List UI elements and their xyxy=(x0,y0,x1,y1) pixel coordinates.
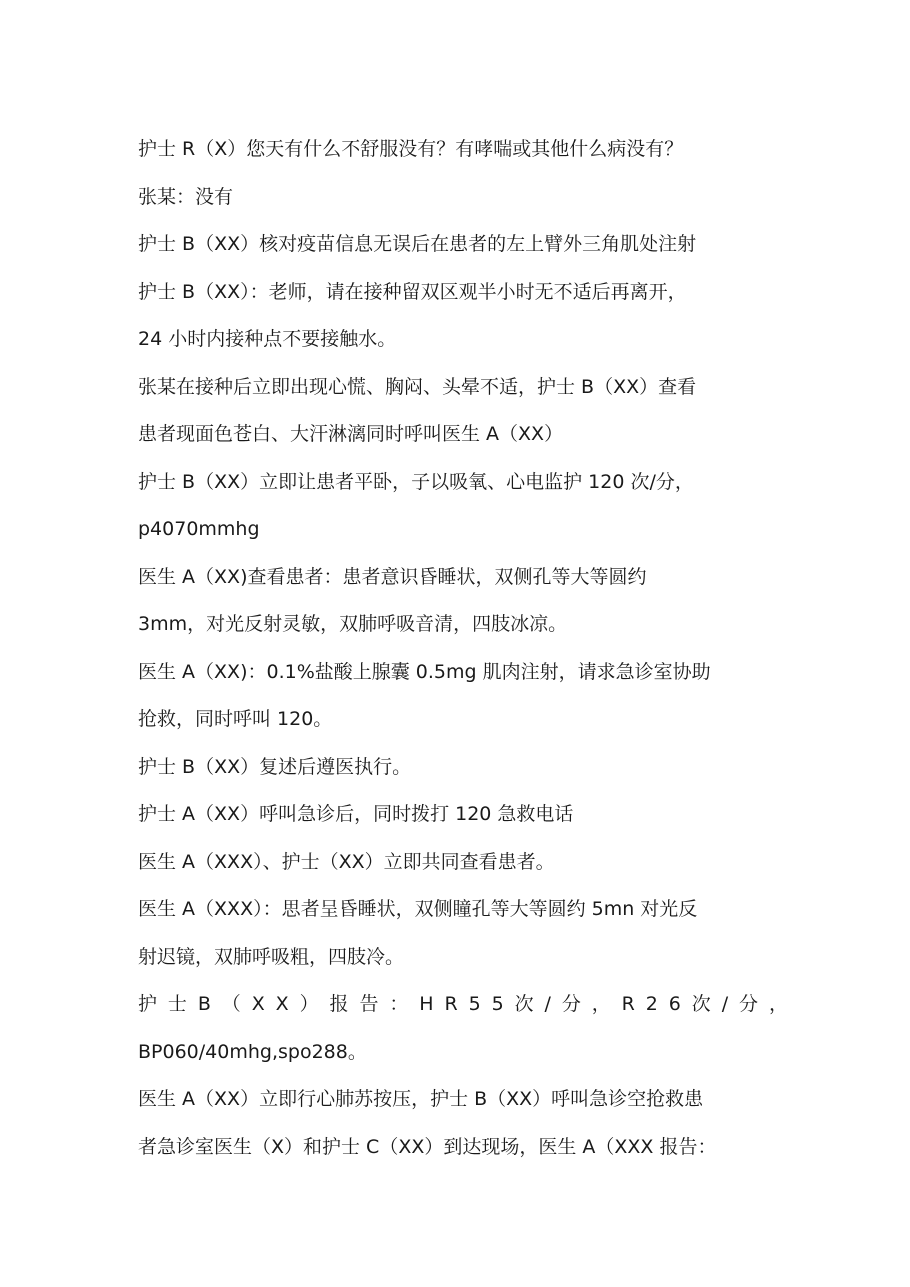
justified-char: X xyxy=(275,993,289,1015)
text-line: 张某：没有 xyxy=(138,185,234,208)
text-line: p4070mmhg xyxy=(138,518,260,540)
justified-char: ， xyxy=(591,993,611,1015)
justified-char: X xyxy=(251,993,265,1015)
text-line: 张某在接种后立即出现心慌、胸闷、头晕不适，护士 B（XX）查看 xyxy=(138,375,697,398)
justified-char: R xyxy=(621,993,635,1015)
text-line: 医生 A（XX)：0.1%盐酸上腺囊 0.5mg 肌肉注射，请求急诊室协助 xyxy=(138,660,711,683)
justified-char: 2 xyxy=(645,993,658,1015)
justified-char: B xyxy=(197,993,211,1015)
justified-char: 报 xyxy=(329,993,349,1015)
justified-char: / xyxy=(544,993,551,1015)
justified-char: （ xyxy=(221,993,241,1015)
text-line: 护士 B（XX）立即让患者平卧，子以吸氧、心电监护 120 次/分， xyxy=(138,470,694,493)
justified-char: 次 xyxy=(691,993,711,1015)
text-line: 护士 R（X）您天有什么不舒服没有？有哮喘或其他什么病没有？ xyxy=(138,138,684,160)
text-line: 护士 B（XX）：老师，请在接种留双区观半小时无不适后再离开， xyxy=(138,280,687,303)
justified-char: 6 xyxy=(668,993,681,1015)
justified-char: 分 xyxy=(561,993,581,1015)
justified-char: 护 xyxy=(138,993,158,1015)
text-line: 射迟镜，双肺呼吸粗，四肢冷。 xyxy=(138,945,405,968)
document-body xyxy=(138,126,788,1171)
justified-char: ： xyxy=(389,993,409,1015)
text-line: 医生 A（XXX）、护士（XX）立即共同查看患者。 xyxy=(138,850,555,873)
justified-char: R xyxy=(444,993,458,1015)
text-line: 护士 B（XX）复述后遵医执行。 xyxy=(138,755,412,778)
text-line: 者急诊室医生（X）和护士 C（XX）到达现场，医生 A（XXX 报告： xyxy=(138,1135,717,1158)
justified-char: 士 xyxy=(167,993,187,1015)
text-line: 医生 A（XX)查看患者：患者意识昏睡状，双侧孔等大等圆约 xyxy=(138,565,647,588)
justified-char: 告 xyxy=(359,993,379,1015)
text-line: BP060/40mhg,spo288。 xyxy=(138,1040,367,1063)
text-line: 医生 A（XX）立即行心肺苏按压，护士 B（XX）呼叫急诊空抢救患 xyxy=(138,1088,704,1110)
text-line-justified xyxy=(138,981,788,1029)
justified-char: ， xyxy=(768,993,788,1015)
justified-char: 5 xyxy=(468,993,481,1015)
text-line: 抢救，同时呼叫 120。 xyxy=(138,708,333,730)
justified-char: ） xyxy=(299,993,319,1015)
text-line: 医生 A（XXX）：思者呈昏睡状，双侧瞳孔等大等圆约 5mn 对光反 xyxy=(138,898,698,920)
justified-char: 5 xyxy=(491,993,504,1015)
text-line: 3mm，对光反射灵敏，双肺呼吸音清，四肢冰凉。 xyxy=(138,613,568,635)
justified-char: / xyxy=(721,993,729,1015)
justified-char: H xyxy=(419,993,434,1015)
text-line: 护士 A（XX）呼叫急诊后，同时拨打 120 急救电话 xyxy=(138,803,574,825)
text-line: 护士 B（XX）核对疫苗信息无误后在患者的左上臂外三角肌处注射 xyxy=(138,233,697,255)
justified-char: 分 xyxy=(739,993,759,1015)
text-line: 24 小时内接种点不要接触水。 xyxy=(138,328,397,350)
text-line: 患者现面色苍白、大汗淋漓同时呼叫医生 A（XX） xyxy=(138,423,564,445)
justified-char: 次 xyxy=(514,993,534,1015)
